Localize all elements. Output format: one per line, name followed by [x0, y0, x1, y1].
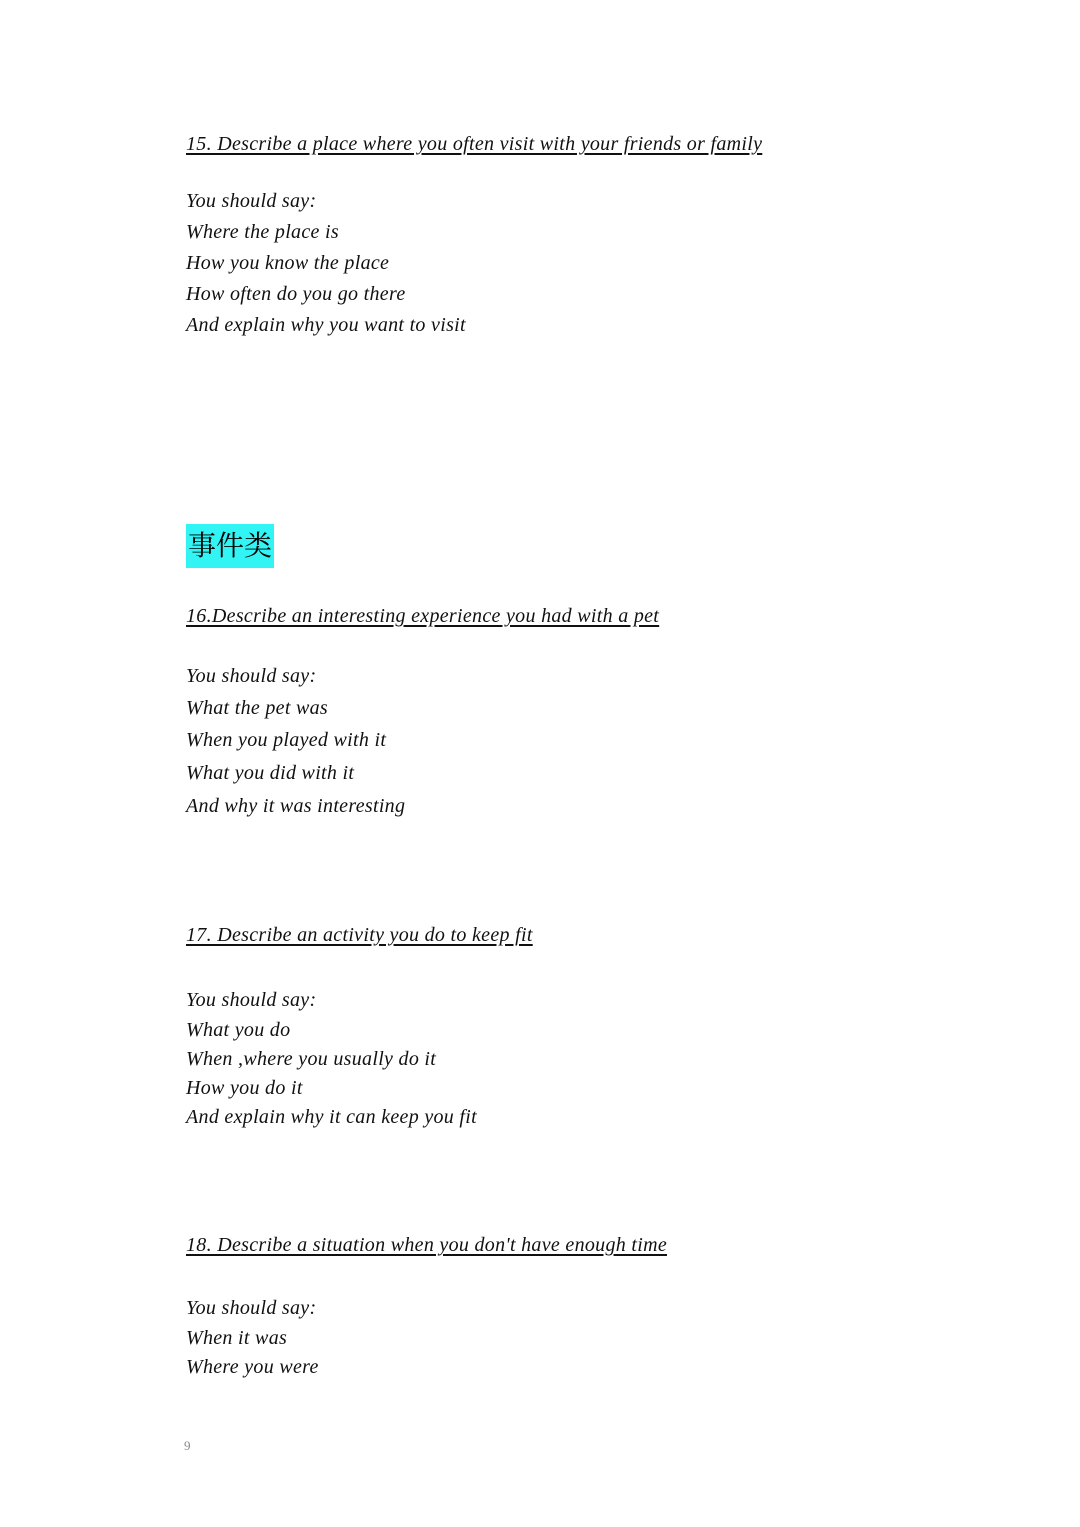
- section-18-title: 18. Describe a situation when you don't have enough time: [186, 1234, 667, 1256]
- section-15-line: How you know the place: [186, 252, 390, 274]
- section-18-line: Where you were: [186, 1356, 319, 1378]
- section-17-line: When ,where you usually do it: [186, 1048, 437, 1070]
- section-17-title: 17. Describe an activity you do to keep fit: [186, 924, 533, 946]
- section-16-title: 16.Describe an interesting experience you had with a pet: [186, 605, 660, 627]
- section-16-line: When you played with it: [186, 729, 387, 751]
- section-15-line: Where the place is: [186, 221, 339, 243]
- section-16-line: And why it was interesting: [186, 795, 406, 817]
- section-15-line: You should say:: [186, 190, 317, 212]
- section-18-line: When it was: [186, 1327, 288, 1349]
- category-label: 事件类: [186, 524, 274, 568]
- section-15-title: 15. Describe a place where you often visit with your friends or family: [186, 133, 763, 155]
- section-16-line: What the pet was: [186, 697, 329, 719]
- section-17-line: What you do: [186, 1019, 291, 1041]
- section-16-line: What you did with it: [186, 762, 355, 784]
- section-17-line: You should say:: [186, 989, 317, 1011]
- section-15-line: How often do you go there: [186, 283, 406, 305]
- section-17-line: And explain why it can keep you fit: [186, 1106, 477, 1128]
- page-number: 9: [184, 1438, 191, 1453]
- section-16-line: You should say:: [186, 665, 317, 687]
- section-17-line: How you do it: [186, 1077, 303, 1099]
- section-15-line: And explain why you want to visit: [186, 314, 466, 336]
- section-18-line: You should say:: [186, 1297, 317, 1319]
